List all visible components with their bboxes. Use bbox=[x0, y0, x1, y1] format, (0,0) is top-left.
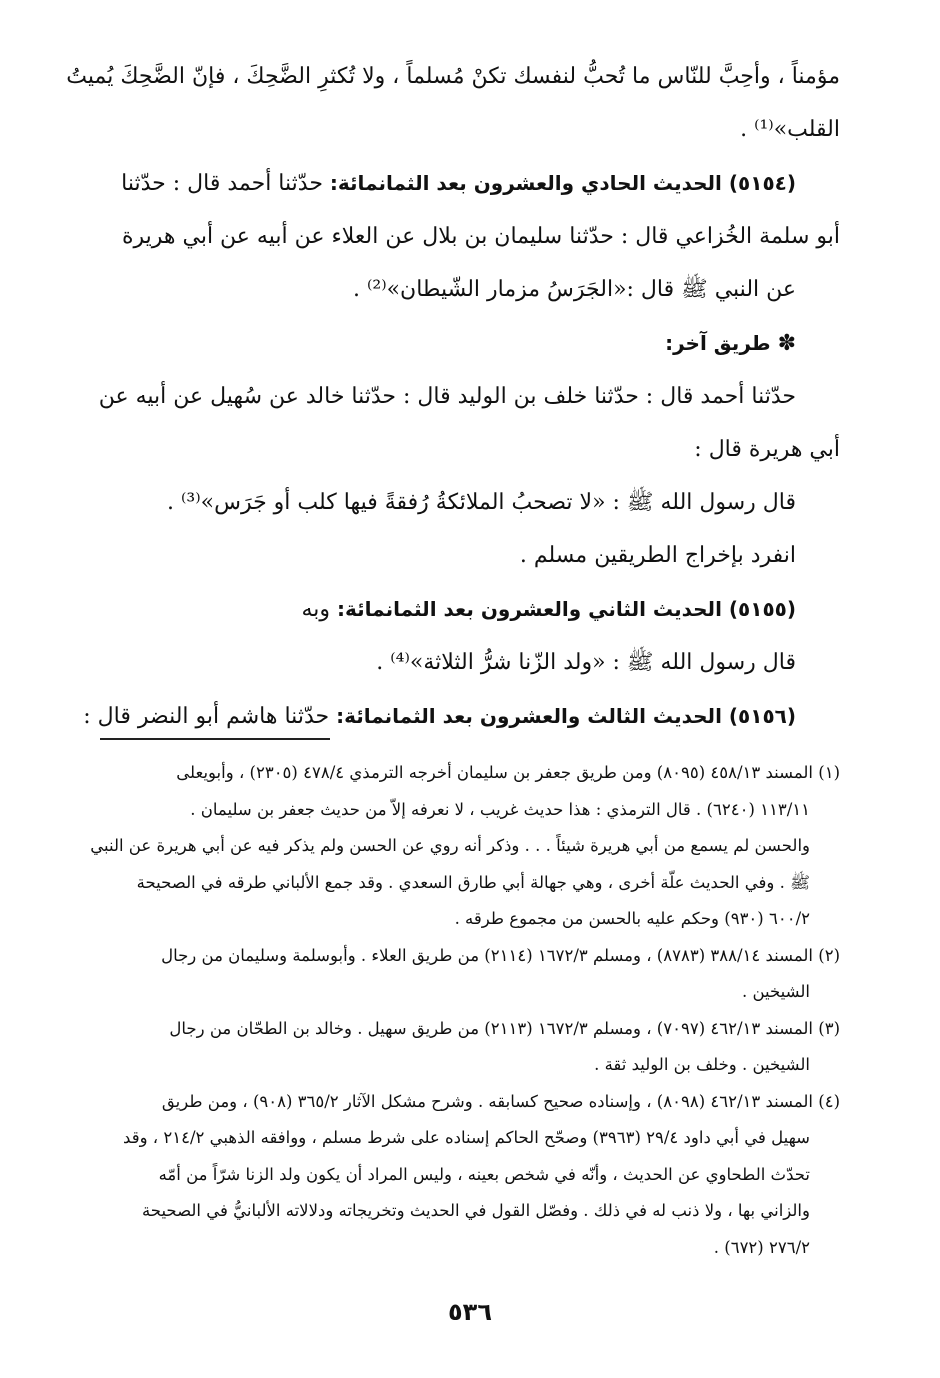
footnote-1: (١) المسند ٤٥٨/١٣ (٨٠٩٥) ومن طريق جعفر بن سليمان أخرجه الترمذي ٤٧٨/٤ (٢٣٠٥) ، وأبويعلى bbox=[176, 763, 840, 782]
text-line: عن النبي ﷺ قال :«الجَرَسُ مزمار الشّيطان»⁽²⁾ . bbox=[352, 277, 796, 302]
page-number: ٥٣٦ bbox=[448, 1298, 492, 1326]
footnote-line: سهيل في أبي داود ٢٩/٤ (٣٩٦٣) وصحّح الحاكم إسناده على شرط مسلم ، ووافقه الذهبي ٢١٤/٢ ، وقد bbox=[123, 1128, 810, 1147]
hadith-5156 bbox=[60, 701, 840, 732]
hadith-heading: (٥١٥٦) الحديث الثالث والعشرون بعد الثمانمائة: bbox=[336, 704, 796, 728]
star-icon: ✽ bbox=[777, 331, 796, 356]
text-line: قال رسول الله ﷺ : «ولد الزّنا شرُّ الثلاثة»⁽⁴⁾ . bbox=[376, 650, 796, 675]
text-line: مؤمناً ، وأحِبَّ للنّاس ما تُحبُّ لنفسك تكنْ مُسلماً ، ولا تُكثرِ الضَّحِكَ ، فإنّ الضَّحِكَ يُميتُ bbox=[66, 64, 840, 89]
text-line: انفرد بإخراج الطريقين مسلم . bbox=[519, 543, 796, 568]
hadith-heading: (٥١٥٥) الحديث الثاني والعشرون بعد الثمانمائة: bbox=[337, 597, 796, 621]
text-line: القلب»⁽¹⁾ . bbox=[740, 117, 840, 142]
footnotes bbox=[60, 760, 840, 1271]
text-line: أبي هريرة قال : bbox=[694, 437, 840, 462]
footnote-line: ١١٣/١١ (٦٢٤٠) . قال الترمذي : هذا حديث غريب ، لا نعرفه إلاّ من حديث جعفر بن سليمان . bbox=[190, 799, 810, 819]
hadith-text: حدّثنا هاشم أبو النضر قال : bbox=[83, 704, 337, 729]
subheading: طريق آخر: bbox=[665, 331, 778, 355]
text-line: قال رسول الله ﷺ : «لا تصحبُ الملائكةُ رُفقةً فيها كلب أو جَرَس»⁽³⁾ . bbox=[167, 490, 796, 515]
text-line: أبو سلمة الخُزاعي قال : حدّثنا سليمان بن بلال عن العلاء عن أبيه عن أبي هريرة bbox=[121, 224, 840, 249]
footnote-line: والحسن لم يسمع من أبي هريرة شيئاً . . . وذكر أنه روي عن الحسن ولم يذكر فيه عن أبي هريرة عن النبي bbox=[90, 836, 810, 855]
footnote-separator bbox=[100, 738, 330, 740]
hadith-text: وبه bbox=[301, 597, 338, 622]
footnote-line: ﷺ . وفي الحديث علّة أخرى ، وهي جهالة أبي طارق السعدي . وقد جمع الألباني طرقه في الصحيحة bbox=[136, 872, 810, 892]
footnote-4: (٤) المسند ٤٦٢/١٣ (٨٠٩٨) ، وإسناده صحيح كسابقه . وشرح مشكل الآثار ٣٦٥/٢ (٩٠٨) ، ومن طريق bbox=[161, 1091, 840, 1111]
footnote-line: الشيخين . وخلف بن الوليد ثقة . bbox=[594, 1055, 810, 1074]
hadith-heading: (٥١٥٤) الحديث الحادي والعشرون بعد الثمانمائة: bbox=[329, 171, 796, 195]
main-text bbox=[60, 62, 840, 755]
footnote-2: (٢) المسند ٣٨٨/١٤ (٨٧٨٣) ، ومسلم ١٦٧٢/٣ (٢١١٤) من طريق العلاء . وأبوسلمة وسليمان من رجال bbox=[161, 945, 840, 965]
footnote-line: والزاني بها ، ولا ذنب له في ذلك . وفصّل القول في الحديث وتخريجاته ودلالاته الألبانيُّ في الصحيحة bbox=[141, 1201, 810, 1220]
footnote-3: (٣) المسند ٤٦٢/١٣ (٧٠٩٧) ، ومسلم ١٦٧٢/٣ (٢١١٣) من طريق سهيل . وخالد بن الطحّان من رجال bbox=[169, 1018, 840, 1038]
text-line: حدّثنا أحمد قال : حدّثنا خلف بن الوليد قال : حدّثنا خالد عن سُهيل عن أبيه عن bbox=[98, 384, 796, 409]
hadith-5154 bbox=[60, 168, 840, 199]
footnote-line: الشيخين . bbox=[742, 982, 810, 1001]
footnote-line: تحدّث الطحاوي عن الحديث ، وأنّه في شخص بعينه ، وليس المراد أن يكون ولد الزنا شرّاً من أمّه bbox=[158, 1164, 810, 1184]
another-route bbox=[60, 328, 840, 359]
hadith-text: حدّثنا أحمد قال : حدّثنا bbox=[121, 171, 330, 196]
footnote-line: ٦٠٠/٢ (٩٣٠) وحكم عليه بالحسن من مجموع طرقه . bbox=[454, 909, 810, 928]
footnote-line: ٢٧٦/٢ (٦٧٢) . bbox=[713, 1237, 810, 1257]
hadith-5155 bbox=[60, 594, 840, 625]
